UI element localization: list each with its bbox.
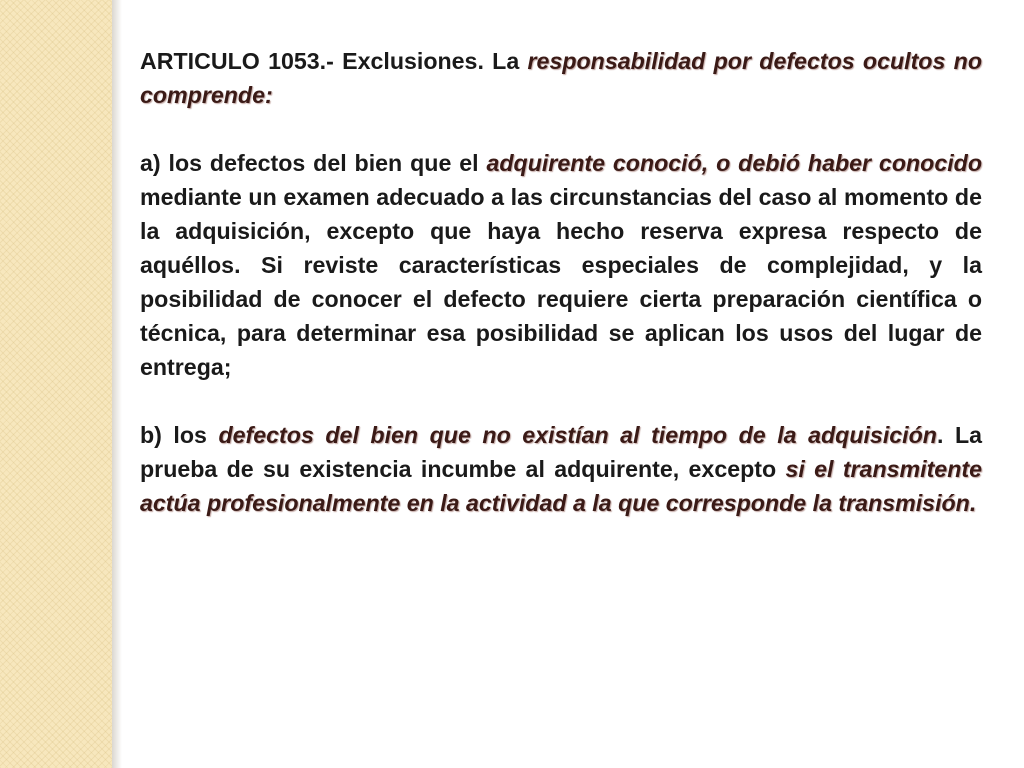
item-b-prefix: b) los [140,422,219,448]
article-heading-prefix: ARTICULO 1053.- Exclusiones. La [140,48,528,74]
item-a-text-end: reviste características especiales de complejidad, y la posibilidad de conocer el defecto requiere cierta preparación científica o técnica, para determinar esa posibilidad se aplican los usos del lugar de entrega; [140,252,982,380]
item-a-bold-word: Si [261,252,283,278]
article-heading [140,44,982,112]
article-content [140,44,982,520]
item-a-prefix: a) los defectos del bien que el [140,150,487,176]
item-a-text: mediante un examen adecuado a las circunstancias del caso al momento de la adquisición, excepto que haya hecho reserva expresa respecto de aquéllos. [140,184,982,278]
item-b-paragraph [140,418,982,520]
item-b-text: . La prueba de su existencia incumbe al adquirente, excepto [140,422,983,482]
decorative-side-band [0,0,112,768]
side-band-shadow [112,0,122,768]
item-a-paragraph [140,146,982,384]
item-b-emphasis-1: defectos del bien que no existían al tiempo de la adquisición [218,422,937,448]
article-heading-emphasis: responsabilidad por defectos ocultos no comprende: [140,48,982,108]
item-a-emphasis: adquirente conoció, o debió haber conocido [486,150,982,176]
item-b-emphasis-2: si el transmitente actúa profesionalmente en la actividad a la que corresponde la transmisión. [140,456,982,516]
